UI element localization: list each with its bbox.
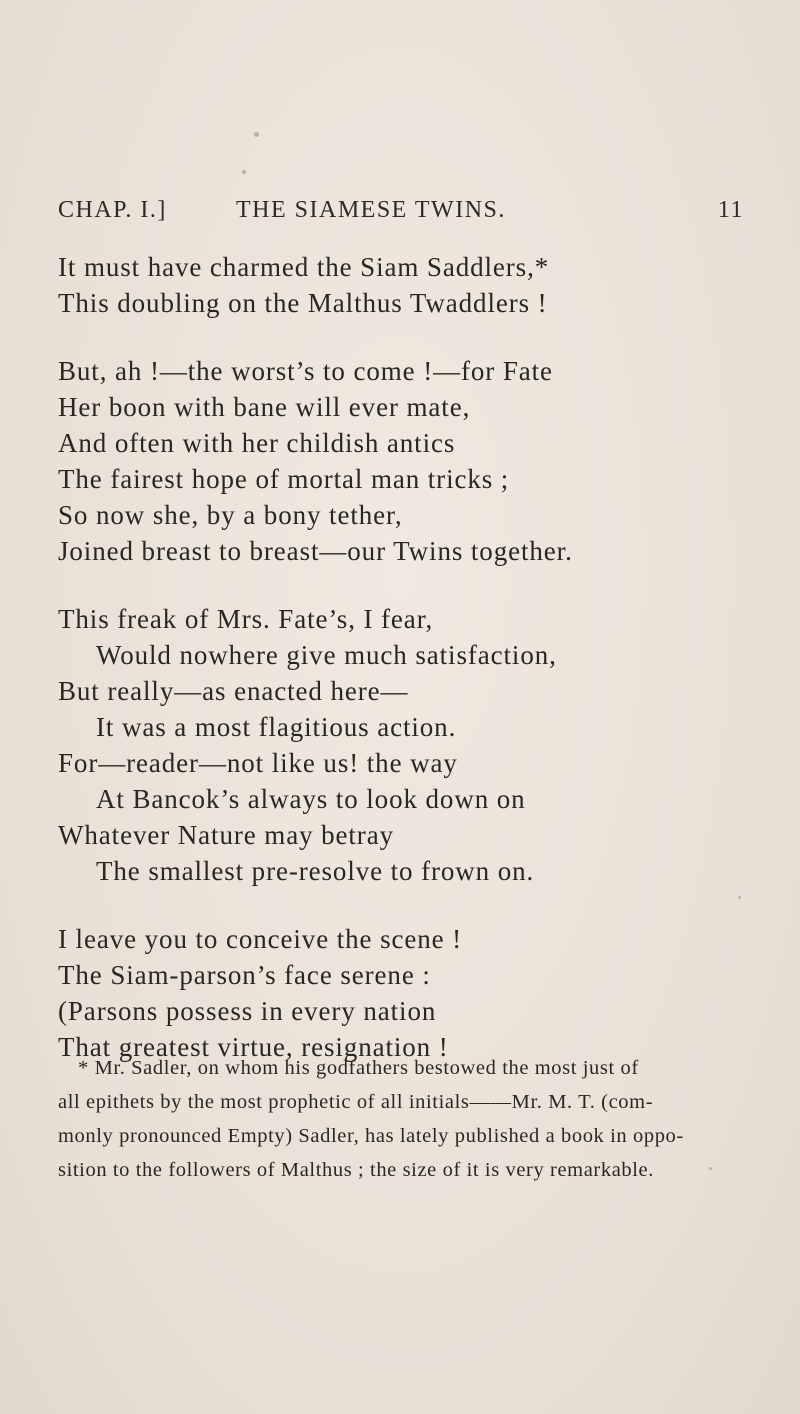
paper-speck — [738, 896, 741, 899]
paper-speck — [242, 170, 246, 174]
paper-speck — [254, 132, 259, 137]
footnote-line: sition to the followers of Malthus ; the size of it is very remarkable. — [58, 1159, 654, 1181]
poem-line: The fairest hope of mortal man tricks ; — [58, 464, 510, 494]
poem-line: The Siam-parson’s face serene : — [58, 960, 431, 990]
footnote — [58, 1051, 742, 1187]
poem-line: The smallest pre-resolve to frown on. — [96, 856, 535, 886]
poem-line: Joined breast to breast—our Twins together. — [58, 536, 573, 566]
poem-line: This freak of Mrs. Fate’s, I fear, — [58, 604, 434, 634]
footnote-line: monly pronounced Empty) Sadler, has lately published a book in oppo- — [58, 1125, 684, 1147]
poem-line: At Bancok’s always to look down on — [96, 784, 526, 814]
poem-line: That greatest virtue, resignation ! — [58, 1032, 449, 1062]
poem-line: It was a most flagitious action. — [96, 712, 457, 742]
paper-speck — [709, 1167, 712, 1170]
poem-line: Would nowhere give much satisfaction, — [96, 640, 557, 670]
poem-line: (Parsons possess in every nation — [58, 996, 437, 1026]
footnote-line: all epithets by the most prophetic of all initials——Mr. M. T. (com- — [58, 1091, 654, 1113]
poem-line: Her boon with bane will ever mate, — [58, 392, 471, 422]
poem-line: So now she, by a bony tether, — [58, 500, 403, 530]
poem-line: I leave you to conceive the scene ! — [58, 924, 463, 954]
poem-line: Whatever Nature may betray — [58, 820, 394, 850]
poem-line: It must have charmed the Siam Saddlers,* — [58, 252, 550, 282]
poem-line: This doubling on the Malthus Twaddlers ! — [58, 288, 548, 318]
running-head — [58, 197, 744, 231]
page-number: 11 — [717, 197, 744, 223]
poem-line: But really—as enacted here— — [58, 676, 409, 706]
chapter-label: CHAP. I.] — [58, 197, 167, 223]
poem-line: For—reader—not like us! the way — [58, 748, 458, 778]
poem-line: And often with her childish antics — [58, 428, 456, 458]
poem-line: But, ah !—the worst’s to come !—for Fate — [58, 356, 553, 386]
running-title: THE SIAMESE TWINS. — [236, 197, 506, 223]
footnote-line: * Mr. Sadler, on whom his godfathers bestowed the most just of — [78, 1057, 639, 1079]
